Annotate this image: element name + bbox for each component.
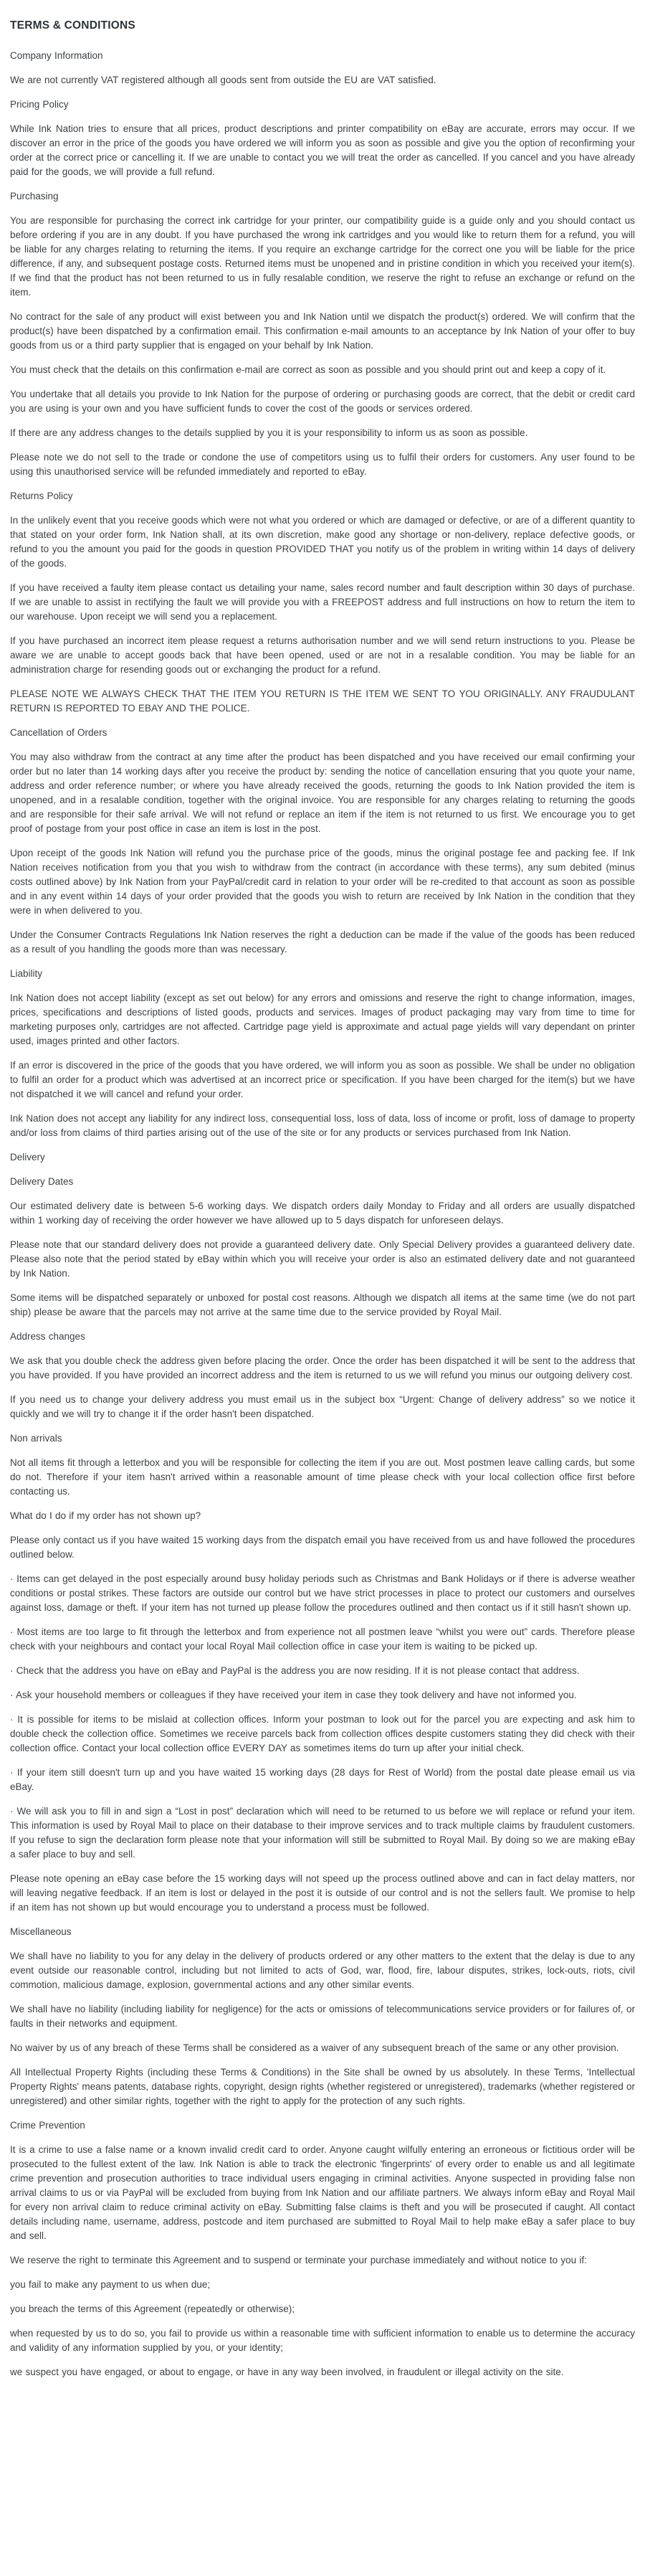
paragraph: Please note that our standard delivery does not provide a guaranteed delivery date. Only Special Delivery provides a guaranteed delivery date. Please also note that the period stated by eBay within which you will receive your order is also an estimated delivery date and not guaranteed by Ink Nation.	[10, 1239, 635, 1279]
paragraph: You must check that the details on this confirmation e-mail are correct as soon as possible and you should print out and keep a copy of it.	[10, 364, 606, 375]
paragraph: You may also withdraw from the contract at any time after the product has been dispatched and you have received our email confirming your order but no later than 14 working days after you receive the product by: sending the notice of cancellation ensuring that you quote your name, address and order reference number; or where you have already received the goods, returning the goods to Ink Nation provided the item is unopened, and in a resalable condition, together with the original invoice. You are responsible for any charges relating to returning the goods and are responsible for their safe arrival. We will not refund or replace an item if the item is not returned to us first. We encourage you to get proof of postage from your post office in case an item is lost in the post.	[10, 752, 635, 834]
section-heading: Address changes	[10, 1331, 85, 1342]
section-heading: Company Information	[10, 50, 103, 61]
paragraph: you breach the terms of this Agreement (repeatedly or otherwise);	[10, 2303, 295, 2314]
terms-body	[10, 49, 635, 2380]
paragraph: We are not currently VAT registered although all goods sent from outside the EU are VAT satisfied.	[10, 75, 436, 85]
section-heading: Non arrivals	[10, 1433, 62, 1444]
paragraph: · Items can get delayed in the post especially around busy holiday periods such as Christmas and Bank Holidays or if there is adverse weather conditions or postal strikes. These factors are outside our control but we have strict processes in place to protect our customers and ourselves against loss, damage or theft. If your item has not turned up please follow the procedures outlined and then contact us if it still hasn't shown up.	[10, 1573, 635, 1613]
paragraph: Ink Nation does not accept any liability for any indirect loss, consequential loss, loss of data, loss of income or profit, loss of damage to property and/or loss from claims of third parties arising out of the use of the site or for any products or services purchased from Ink Nation.	[10, 1113, 635, 1138]
section-heading: Delivery	[10, 1152, 45, 1162]
paragraph: · It is possible for items to be mislaid at collection offices. Inform your postman to look out for the parcel you are expecting and ask him to double check the collection office. Sometimes we receive parcels back from collection offices despite customers stating they did check with their collection office. Contact your local collection office EVERY DAY as sometimes items do turn up after your initial check.	[10, 1714, 635, 1753]
paragraph: All Intellectual Property Rights (including these Terms & Conditions) in the Site shall be owned by us absolutely. In these Terms, 'Intellectual Property Rights' means patents, database rights, copyright, design rights (whether registered or unregistered), trademarks (whether registered or unregistered) and other similar rights, together with the right to apply for the protection of any such rights.	[10, 2067, 635, 2106]
paragraph: Please note opening an eBay case before the 15 working days will not speed up the process outlined above and can in fact delay matters, nor will leaving negative feedback. If an item is lost or delayed in the post it is outside of our control and is not the sellers fault. We promise to help if an item has not shown up but would encourage you to understand a process must be followed.	[10, 1873, 635, 1913]
paragraph: We shall have no liability to you for any delay in the delivery of products ordered or any other matters to the extent that the delay is due to any event outside our reasonable control, including but not limited to acts of God, war, flood, fire, labour disputes, strikes, lock-outs, riots, civil commotion, malicious damage, explosion, governmental actions and any other similar events.	[10, 1951, 635, 1990]
paragraph: If you have received a faulty item please contact us detailing your name, sales record number and fault description within 30 days of purchase. If we are unable to assist in rectifying the fault we will provide you with a FREEPOST address and full instructions on how to return the item to our warehouse. Upon receipt we will send you a replacement.	[10, 582, 635, 622]
paragraph: If you have purchased an incorrect item please request a returns authorisation number and we will send return instructions to you. Please be aware we are unable to accept goods back that have been opened, used or are not in a resalable condition. You may be liable for an administration charge for resending goods out or exchanging the product for a refund.	[10, 635, 635, 675]
paragraph: If you need us to change your delivery address you must email us in the subject box “Urgent: Change of delivery address” so we notice it quickly and we will try to change it if the order hasn't been dispatched.	[10, 1394, 635, 1419]
section-heading: Purchasing	[10, 191, 59, 202]
paragraph: No contract for the sale of any product will exist between you and Ink Nation until we dispatch the product(s) ordered. We will confirm that the product(s) have been dispatched by a confirmation email. This confirmation e-mail amounts to an acceptance by Ink Nation of your offer to buy goods from us or a third party supplier that is engaged on your behalf by Ink Nation.	[10, 311, 635, 351]
section-heading: What do I do if my order has not shown up?	[10, 1510, 201, 1521]
paragraph: While Ink Nation tries to ensure that all prices, product descriptions and printer compatibility on eBay are accurate, errors may occur. If we discover an error in the price of the goods you have ordered we will inform you as soon as possible and give you the option of reconfirming your order at the correct price or cancelling it. If we are unable to contact you we will treat the order as cancelled. If you cancel and you have already paid for the goods, we will provide a full refund.	[10, 123, 635, 177]
paragraph: It is a crime to use a false name or a known invalid credit card to order. Anyone caught wilfully entering an erroneous or fictitious order will be prosecuted to the fullest extent of the law. Ink Nation is able to track the electronic 'fingerprints' of every order to enable us and all legitimate crime prevention and prosecution authorities to trace individual users engaging in criminal activities. Anyone suspected in providing false non arrival claims to us or via PayPal will be excluded from buying from Ink Nation and our affiliate partners. We always inform eBay and Royal Mail for every non arrival claim to reduce criminal activity on eBay. Submitting false claims is theft and you will be prosecuted if caught. All contact details including name, username, address, postcode and item purchased are submitted to Royal Mail to help make eBay a safer place to buy and sell.	[10, 2144, 635, 2241]
paragraph: · Check that the address you have on eBay and PayPal is the address you are now residing. If it is not please contact that address.	[10, 1665, 580, 1676]
paragraph: when requested by us to do so, you fail to provide us within a reasonable time with sufficient information to enable us to determine the accuracy and validity of any information supplied by you, or your identity;	[10, 2328, 635, 2353]
paragraph: You undertake that all details you provide to Ink Nation for the purpose of ordering or purchasing goods are correct, that the debit or credit card you are using is your own and you have sufficient funds to cover the cost of the goods or services ordered.	[10, 389, 635, 414]
page-title: TERMS & CONDITIONS	[10, 19, 135, 32]
paragraph: No waiver by us of any breach of these Terms shall be considered as a waiver of any subsequent breach of the same or any other provision.	[10, 2042, 619, 2053]
paragraph: We shall have no liability (including liability for negligence) for the acts or omissions of telecommunications service providers or for failures of, or faults in their networks and equipment.	[10, 2004, 635, 2029]
section-heading: Pricing Policy	[10, 99, 69, 110]
paragraph: · If your item still doesn't turn up and you have waited 15 working days (28 days for Rest of World) from the postal date please email us via eBay.	[10, 1767, 635, 1792]
paragraph: we suspect you have engaged, or about to engage, or have in any way been involved, in fraudulent or illegal activity on the site.	[10, 2367, 564, 2377]
paragraph: In the unlikely event that you receive goods which were not what you ordered or which are damaged or defective, or are of a different quantity to that stated on your order form, Ink Nation shall, at its own discretion, make good any shortage or non-delivery, replace defective goods, or refund to you the amount you paid for the goods in question PROVIDED THAT you notify us of the problem in writing within 14 days of delivery of the goods.	[10, 515, 636, 569]
section-heading: Crime Prevention	[10, 2120, 85, 2131]
paragraph: Under the Consumer Contracts Regulations Ink Nation reserves the right a deduction can be made if the value of the goods has been reduced as a result of you handling the goods more than was necessary.	[10, 929, 635, 955]
paragraph: Not all items fit through a letterbox and you will be responsible for collecting the item if you are out. Most postmen leave calling cards, but some do not. Therefore if your item hasn't arrived within a reasonable amount of time please check with your local collection office first before contacting us.	[10, 1457, 635, 1497]
paragraph: · We will ask you to fill in and sign a “Lost in post” declaration which will need to be returned to us before we will replace or refund your item. This information is used by Royal Mail to place on their database to their improve services and to track multiple claims by fraudulent customers. If you refuse to sign the declaration form please note that your information will still be submitted to Royal Mail. By doing so we are making eBay a safer place to buy and sell.	[10, 1806, 635, 1860]
paragraph: PLEASE NOTE WE ALWAYS CHECK THAT THE ITEM YOU RETURN IS THE ITEM WE SENT TO YOU ORIGINALLY. ANY FRAUDULANT RETURN IS REPORTED TO EBAY AND THE POLICE.	[10, 688, 635, 714]
paragraph: Some items will be dispatched separately or unboxed for postal cost reasons. Although we dispatch all items at the same time (we do not part ship) please be aware that the parcels may not arrive at the same time due to the service provided by Royal Mail.	[10, 1292, 635, 1317]
section-heading: Cancellation of Orders	[10, 727, 108, 738]
paragraph: If an error is discovered in the price of the goods that you have ordered, we will inform you as soon as possible. We shall be under no obligation to fulfil an order for a product which was advertised at an incorrect price or specification. If you have been charged for the item(s) but we have not dispatched it we will cancel and refund your order.	[10, 1060, 635, 1099]
paragraph: Our estimated delivery date is between 5-6 working days. We dispatch orders daily Monday to Friday and all orders are usually dispatched within 1 working day of receiving the order however we have allowed up to 5 days dispatch for unforeseen delays.	[10, 1201, 635, 1226]
paragraph: We reserve the right to terminate this Agreement and to suspend or terminate your purchase immediately and without notice to you if:	[10, 2255, 587, 2265]
paragraph: Please only contact us if you have waited 15 working days from the dispatch email you have received from us and have followed the procedures outlined below.	[10, 1535, 635, 1560]
paragraph: We ask that you double check the address given before placing the order. Once the order has been dispatched it will be sent to the address that you have provided. If you have provided an incorrect address and the item is returned to us we will refund you minus our outgoing delivery cost.	[10, 1355, 635, 1381]
paragraph: If there are any address changes to the details supplied by you it is your responsibility to inform us as soon as possible.	[10, 427, 528, 438]
section-heading: Returns Policy	[10, 491, 73, 501]
paragraph: Ink Nation does not accept liability (except as set out below) for any errors and omissions and reserve the right to change information, images, prices, specifications and descriptions of listed goods, products and services. Images of product packaging may vary from time to time for marketing purposes only, cartridges are not affected. Cartridge page yield is approximate and actual page yields will vary dependant on printer used, images printed and other factors.	[10, 993, 635, 1046]
paragraph: you fail to make any payment to us when due;	[10, 2279, 211, 2290]
section-heading: Delivery Dates	[10, 1176, 74, 1187]
paragraph: · Ask your household members or colleagues if they have received your item in case they took delivery and have not informed you.	[10, 1690, 577, 1700]
paragraph: · Most items are too large to fit through the letterbox and from experience not all postmen leave “whilst you were out” cards. Therefore please check with your neighbours and contact your local Royal Mail collection office in case your item is waiting to be picked up.	[10, 1626, 635, 1652]
paragraph: You are responsible for purchasing the correct ink cartridge for your printer, our compatibility guide is a guide only and you should contact us before ordering if you are in any doubt. If you have purchased the wrong ink cartridges and you would like to return them for a refund, you will be liable for any charges relating to returning the items. If you require an exchange cartridge for the correct one you will be liable for the price difference, if any, and subsequent postage costs. Returned items must be unopened and in pristine condition in which you received your item(s). If we find that the product has not been returned to us in fully resalable condition, we reserve the right to refuse an exchange or refund on the item.	[10, 215, 635, 298]
paragraph: Please note we do not sell to the trade or condone the use of competitors using us to fulfil their orders for customers. Any user found to be using this unauthorised service will be refunded immediately and reported to eBay.	[10, 452, 635, 477]
paragraph: Upon receipt of the goods Ink Nation will refund you the purchase price of the goods, minus the original postage fee and packing fee. If Ink Nation receives notification from you that you wish to withdraw from the contract (in accordance with these terms), any sum debited (minus costs outlined above) by Ink Nation from your PayPal/credit card in relation to your order will be re-credited to that account as soon as possible and in any event within 14 days of your order provided that the goods you wish to return are received by Ink Nation in the condition that they were in when delivered to you.	[10, 848, 635, 916]
section-heading: Miscellaneous	[10, 1926, 72, 1937]
section-heading: Liability	[10, 968, 43, 979]
